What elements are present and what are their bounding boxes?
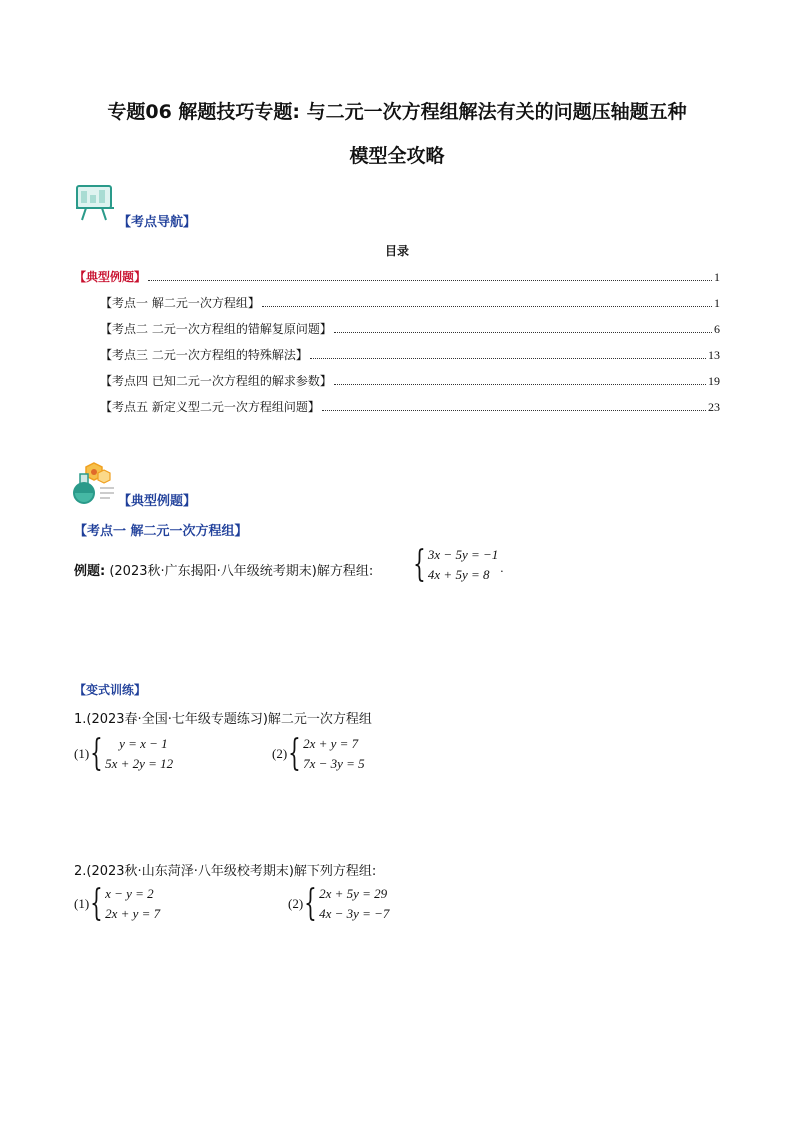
toc-page-number: 19	[708, 374, 720, 388]
example-equation-system	[412, 545, 504, 585]
toc-entry-point3[interactable]	[100, 343, 720, 363]
toc-page-number: 13	[708, 348, 720, 362]
toc-page-number: 1	[714, 296, 720, 310]
question-2-text: 2.(2023秋·山东菏泽·八年级校考期末)解下列方程组:	[74, 864, 377, 879]
toc-entry-label: 【考点五 新定义型二元一次方程组问题】	[100, 400, 320, 414]
equation: 2x + y = 7	[105, 906, 161, 921]
example-prefix: 例题: (2023秋·广东揭阳·八年级统考期末)解方程组:	[74, 564, 374, 579]
brace-icon: {	[90, 733, 103, 774]
toc-page-number: 23	[708, 400, 720, 414]
toc-entry-label: 【考点一 解二元一次方程组】	[100, 296, 260, 310]
period: .	[500, 560, 504, 575]
toc-leader	[334, 332, 712, 333]
toc-entry-point2[interactable]	[100, 317, 720, 337]
question-1-part-1	[74, 734, 173, 774]
part-label: (2)	[288, 896, 304, 911]
brace-icon: {	[90, 883, 103, 924]
equation: 2x + 5y = 29	[319, 886, 388, 901]
toc-leader	[334, 384, 706, 385]
flask-beaker-icon	[70, 460, 118, 506]
toc-leader	[322, 410, 706, 411]
document-title-line2: 模型全攻略	[349, 145, 445, 167]
brace-icon: {	[413, 544, 426, 585]
toc-leader	[148, 280, 712, 281]
toc-heading: 目录	[384, 244, 409, 258]
equation: 4x − 3y = −7	[319, 906, 390, 921]
question-2-part-1	[74, 884, 160, 924]
equation: 2x + y = 7	[303, 736, 359, 751]
part-label: (1)	[74, 896, 90, 911]
toc-page-number: 1	[714, 270, 720, 284]
toc-entry-examples[interactable]	[74, 265, 720, 285]
toc-leader	[262, 306, 712, 307]
toc-entry-point5[interactable]	[100, 395, 720, 415]
equation: y = x − 1	[119, 736, 168, 751]
question-1-part-2	[272, 734, 365, 774]
practice-heading: 【变式训练】	[74, 683, 147, 697]
examples-section-heading: 【典型例题】	[118, 494, 197, 509]
example-question-text: (2023秋·广东揭阳·八年级统考期末)解方程组:	[109, 564, 374, 579]
equation: 5x + 2y = 12	[105, 756, 174, 771]
equation: 7x − 3y = 5	[303, 756, 365, 771]
toc-entry-point4[interactable]	[100, 369, 720, 389]
toc-entry-point1[interactable]	[100, 291, 720, 311]
equation: 3x − 5y = −1	[427, 547, 499, 562]
nav-heading: 【考点导航】	[118, 215, 197, 230]
question-2-part-2	[288, 884, 389, 924]
equation: 4x + 5y = 8	[427, 567, 490, 582]
equation: x − y = 2	[105, 886, 154, 901]
document-title-line1: 专题06 解题技巧专题: 与二元一次方程组解法有关的问题压轴题五种	[107, 101, 687, 123]
toc-page-number: 6	[714, 322, 720, 336]
brace-icon: {	[288, 733, 301, 774]
part-label: (2)	[272, 746, 288, 761]
toc-leader	[310, 358, 706, 359]
toc-entry-label: 【典型例题】	[74, 270, 147, 284]
presentation-board-icon	[74, 182, 118, 222]
brace-icon: {	[304, 883, 317, 924]
toc-entry-label: 【考点二 二元一次方程组的错解复原问题】	[100, 322, 332, 336]
toc-entry-label: 【考点四 已知二元一次方程组的解求参数】	[100, 374, 332, 388]
question-1-text: 1.(2023春·全国·七年级专题练习)解二元一次方程组	[74, 712, 372, 727]
point1-heading: 【考点一 解二元一次方程组】	[74, 524, 248, 539]
toc-entry-label: 【考点三 二元一次方程组的特殊解法】	[100, 348, 308, 362]
part-label: (1)	[74, 746, 90, 761]
